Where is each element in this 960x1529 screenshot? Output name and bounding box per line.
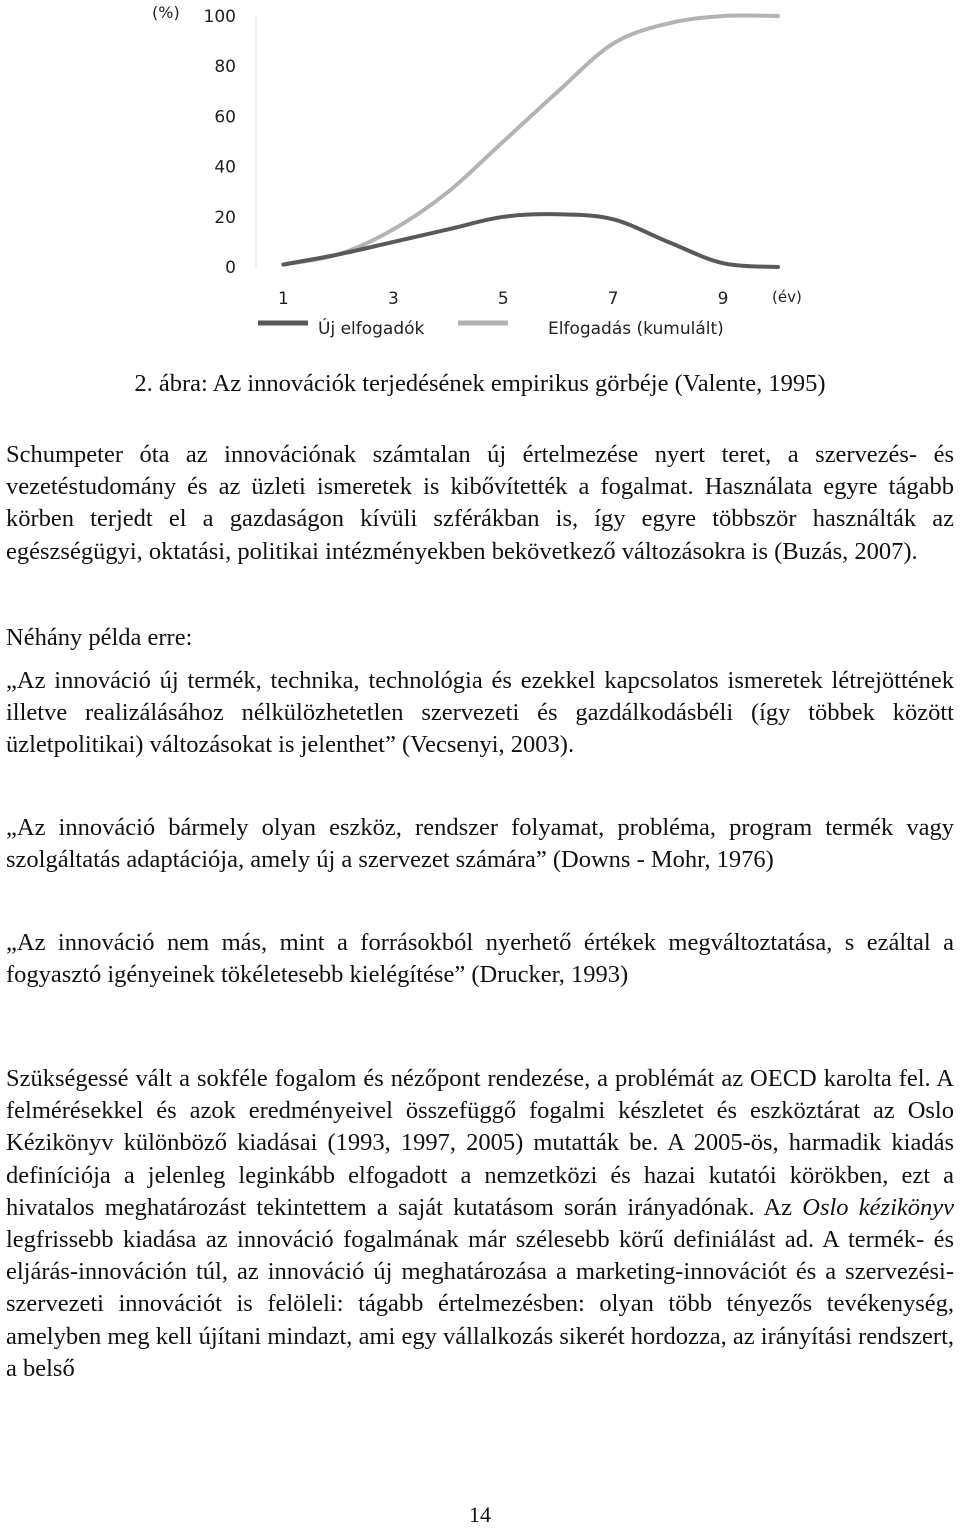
paragraph-oecd-part-1: Szükségessé vált a sokféle fogalom és nézőpont rendezése, a problémát az OECD karolta fel. A felmérésekkel és azok eredményeivel összefüggő fogalmi készletet és eszköztárat az Oslo Kézikönyv különböző kiadásai (1993, 1997, 2005) mutatták be. A 2005-ös, harmadik kiadás definíciója a jelenleg leginkább elfogadott a nemzetközi és hazai kutatói körökben, ezt a hivatalos meghatározást tekintettem a saját kutatásom során irányadónak. Az bbox=[6, 1065, 954, 1221]
x-tick-label: 1 bbox=[278, 289, 289, 309]
legend-label: Új elfogadók bbox=[318, 319, 425, 339]
y-tick-label: 100 bbox=[203, 7, 236, 27]
y-unit-label: (%) bbox=[152, 3, 180, 22]
x-tick-label: 7 bbox=[607, 289, 619, 309]
oslo-manual-title: Oslo kézikönyv bbox=[802, 1193, 955, 1221]
y-tick-label: 80 bbox=[214, 57, 236, 78]
x-tick-label: 5 bbox=[497, 289, 509, 309]
figure-caption: 2. ábra: Az innovációk terjedésének empirikus görbéje (Valente, 1995) bbox=[134, 370, 826, 397]
y-tick-labels bbox=[204, 7, 236, 278]
y-tick-label: 0 bbox=[225, 258, 236, 278]
paragraph-examples-intro: Néhány példa erre: bbox=[6, 624, 193, 651]
y-tick-label: 40 bbox=[214, 157, 236, 178]
page-number: 14 bbox=[469, 1502, 491, 1527]
y-tick-label: 60 bbox=[214, 107, 236, 128]
x-unit-label: (év) bbox=[772, 288, 802, 306]
y-tick-label: 20 bbox=[214, 207, 236, 228]
legend-label: Elfogadás (kumulált) bbox=[548, 319, 724, 339]
x-tick-labels bbox=[278, 289, 728, 309]
quote-drucker: „Az innováció nem más, mint a forrásokból nyerhető értékek megváltoztatása, s ezáltal a fogyasztó igényeinek tökéletesebb kielégítése” (Drucker, 1993) bbox=[6, 929, 954, 989]
x-tick-label: 3 bbox=[387, 289, 399, 309]
quote-downs-mohr: „Az innováció bármely olyan eszköz, rendszer folyamat, probléma, program termék vagy szolgáltatás adaptációja, amely új a szervezet számára” (Downs - Mohr, 1976) bbox=[6, 814, 954, 874]
series-lines bbox=[284, 15, 779, 267]
paragraph-oecd-part-2: legfrissebb kiadása az innováció fogalmának már szélesebb körű definiálást ad. A termék- és eljárás-innováción túl, az innováció új meghatározása a marketing-innovációt és a szervezési-szervezeti innovációt is felöleli: tágabb értelmezésben: olyan több tényezős tevékenység, amelyben meg kell újítani mindazt, ami egy vállalkozás sikerét hordozza, az irányítási rendszert, a belső bbox=[6, 1226, 954, 1382]
x-tick-label: 9 bbox=[717, 289, 729, 309]
paragraph-oecd bbox=[6, 1063, 954, 1385]
series-line bbox=[284, 214, 779, 267]
legend bbox=[258, 317, 724, 339]
paragraph-schumpeter: Schumpeter óta az innovációnak számtalan új értelmezése nyert teret, a szervezés- és vezetéstudomány és az üzleti ismeretek is kibővítették a fogalmat. Használata egyre tágabb körben terjedt el a gazdaságon kívüli szférákban is, így egyre többször használták az egészségügyi, oktatási, politikai intézményekben bekövetkező változásokra is (Buzás, 2007). bbox=[6, 441, 954, 565]
series-line bbox=[284, 15, 779, 264]
adoption-curve-chart bbox=[0, 0, 960, 352]
quote-vecsenyi: „Az innováció új termék, technika, technológia és ezekkel kapcsolatos ismeretek létrejöttének illetve realizálásához nélkülözhetetlen szervezeti és gazdálkodásbéli (így többek között üzletpolitikai) változásokat is jelenthet” (Vecsenyi, 2003). bbox=[6, 667, 954, 759]
